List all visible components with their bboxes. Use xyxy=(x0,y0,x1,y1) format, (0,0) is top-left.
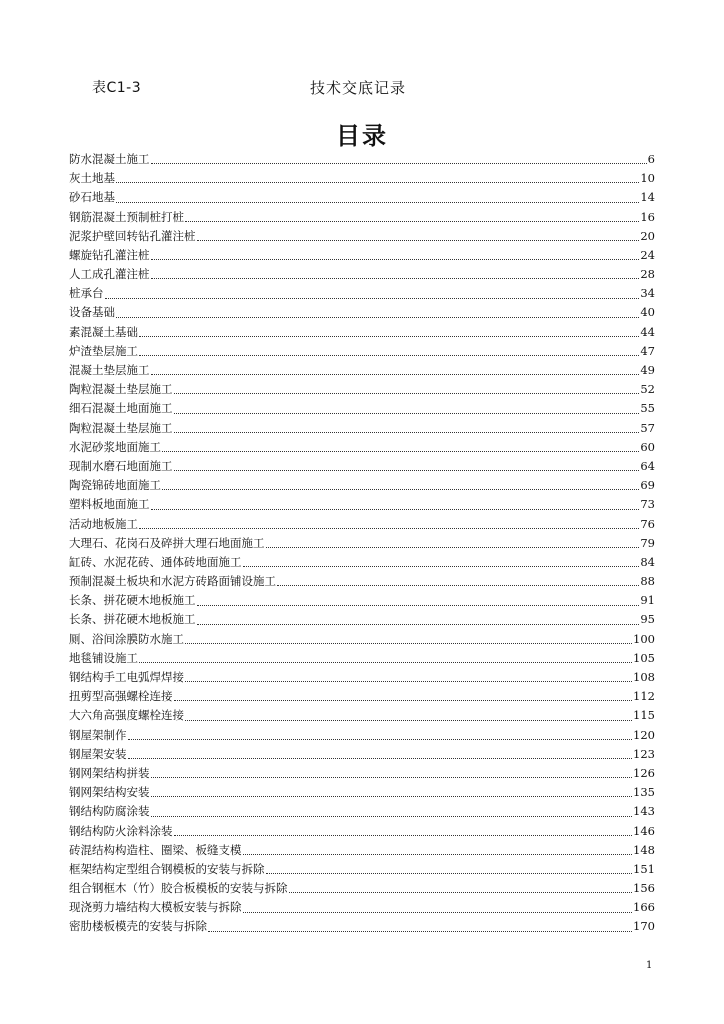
toc-entry[interactable] xyxy=(69,879,655,898)
toc-entry[interactable] xyxy=(69,726,655,745)
toc-dot-leader xyxy=(174,432,640,433)
toc-entry-title: 陶粒混凝土垫层施工 xyxy=(69,382,173,397)
toc-entry-page: 123 xyxy=(633,746,655,761)
toc-dot-leader xyxy=(139,355,639,356)
toc-entry-title: 长条、拼花硬木地板施工 xyxy=(69,612,196,627)
toc-entry-page: 105 xyxy=(633,650,655,665)
toc-dot-leader xyxy=(289,892,633,893)
toc-entry-page: 148 xyxy=(633,842,655,857)
toc-entry[interactable] xyxy=(69,630,655,649)
toc-entry-page: 40 xyxy=(640,305,655,320)
toc-entry-page: 52 xyxy=(640,382,655,397)
toc-entry-page: 24 xyxy=(640,247,655,262)
toc-entry-page: 55 xyxy=(640,401,655,416)
toc-entry-title: 长条、拼花硬木地板施工 xyxy=(69,593,196,608)
toc-entry[interactable] xyxy=(69,668,655,687)
toc-dot-leader xyxy=(151,259,640,260)
table-code: 表C1-3 xyxy=(92,80,142,96)
toc-entry-title: 地毯铺设施工 xyxy=(69,650,138,665)
toc-dot-leader xyxy=(277,585,639,586)
toc-entry-page: 47 xyxy=(640,343,655,358)
toc-entry-page: 84 xyxy=(640,554,655,569)
toc-entry-page: 73 xyxy=(640,497,655,512)
toc-entry-page: 34 xyxy=(640,286,655,301)
toc-entry-page: 88 xyxy=(640,574,655,589)
toc-entry-page: 57 xyxy=(640,420,655,435)
toc-entry-page: 76 xyxy=(640,516,655,531)
toc-entry-page: 91 xyxy=(640,593,655,608)
toc-entry-title: 泥浆护壁回转钻孔灌注桩 xyxy=(69,228,196,243)
page-number: 1 xyxy=(646,960,653,971)
toc-entry[interactable] xyxy=(69,898,655,917)
toc-entry-page: 20 xyxy=(640,228,655,243)
toc-entry[interactable] xyxy=(69,438,655,457)
toc-dot-leader xyxy=(208,931,632,932)
toc-entry-title: 钢结构手工电弧焊焊接 xyxy=(69,670,184,685)
toc-dot-leader xyxy=(151,509,640,510)
toc-entry-page: 44 xyxy=(640,324,655,339)
toc-entry[interactable] xyxy=(69,841,655,860)
toc-entry-title: 塑料板地面施工 xyxy=(69,497,150,512)
toc-entry-title: 素混凝土基础 xyxy=(69,324,138,339)
toc-entry[interactable] xyxy=(69,476,655,495)
toc-entry[interactable] xyxy=(69,649,655,668)
toc-entry-title: 混凝土垫层施工 xyxy=(69,363,150,378)
toc-heading: 目录 xyxy=(336,122,388,150)
toc-dot-leader xyxy=(139,528,639,529)
toc-entry[interactable] xyxy=(69,457,655,476)
toc-entry[interactable] xyxy=(69,918,655,937)
toc-dot-leader xyxy=(174,413,640,414)
toc-entry[interactable] xyxy=(69,150,655,169)
toc-entry-title: 桩承台 xyxy=(69,286,104,301)
toc-entry-title: 水泥砂浆地面施工 xyxy=(69,439,161,454)
toc-entry-page: 143 xyxy=(633,804,655,819)
toc-entry-page: 126 xyxy=(633,765,655,780)
toc-dot-leader xyxy=(243,854,633,855)
toc-entry-title: 现制水磨石地面施工 xyxy=(69,458,173,473)
toc-entry-page: 16 xyxy=(640,209,655,224)
toc-entry-title: 扭剪型高强螺栓连接 xyxy=(69,689,173,704)
toc-entry-title: 炉渣垫层施工 xyxy=(69,343,138,358)
toc-dot-leader xyxy=(174,393,640,394)
toc-dot-leader xyxy=(174,700,633,701)
toc-entry-title: 螺旋钻孔灌注桩 xyxy=(69,247,150,262)
toc-entry[interactable] xyxy=(69,745,655,764)
toc-dot-leader xyxy=(197,605,640,606)
table-of-contents xyxy=(69,150,655,937)
toc-entry-title: 灰土地基 xyxy=(69,171,115,186)
toc-entry[interactable] xyxy=(69,611,655,630)
toc-entry-page: 69 xyxy=(640,478,655,493)
toc-dot-leader xyxy=(128,739,633,740)
toc-dot-leader xyxy=(162,489,639,490)
toc-entry[interactable] xyxy=(69,323,655,342)
toc-entry-title: 钢屋架制作 xyxy=(69,727,127,742)
toc-entry-page: 151 xyxy=(633,861,655,876)
toc-dot-leader xyxy=(185,681,632,682)
toc-entry-title: 钢结构防火涂料涂装 xyxy=(69,823,173,838)
record-title: 技术交底记录 xyxy=(310,79,407,97)
toc-entry-title: 防水混凝土施工 xyxy=(69,151,150,166)
toc-entry[interactable] xyxy=(69,208,655,227)
toc-entry-title: 大六角高强度螺栓连接 xyxy=(69,708,184,723)
toc-entry-title: 钢网架结构拼装 xyxy=(69,765,150,780)
toc-entry-page: 28 xyxy=(640,267,655,282)
toc-entry[interactable] xyxy=(69,380,655,399)
toc-entry-page: 14 xyxy=(640,190,655,205)
toc-dot-leader xyxy=(266,547,640,548)
toc-entry[interactable] xyxy=(69,284,655,303)
toc-entry-title: 大理石、花岗石及碎拼大理石地面施工 xyxy=(69,535,265,550)
toc-entry-title: 陶粒混凝土垫层施工 xyxy=(69,420,173,435)
toc-entry-page: 108 xyxy=(633,670,655,685)
toc-entry-title: 细石混凝土地面施工 xyxy=(69,401,173,416)
toc-entry[interactable] xyxy=(69,304,655,323)
toc-dot-leader xyxy=(151,163,647,164)
toc-entry-title: 现浇剪力墙结构大模板安装与拆除 xyxy=(69,900,242,915)
toc-entry[interactable] xyxy=(69,419,655,438)
toc-entry-title: 密肋楼板模壳的安装与拆除 xyxy=(69,919,207,934)
toc-dot-leader xyxy=(185,720,632,721)
toc-entry-page: 146 xyxy=(633,823,655,838)
toc-entry-title: 钢屋架安装 xyxy=(69,746,127,761)
toc-entry-title: 砖混结构构造柱、圈梁、板缝支模 xyxy=(69,842,242,857)
toc-entry[interactable] xyxy=(69,591,655,610)
toc-entry-page: 100 xyxy=(633,631,655,646)
toc-dot-leader xyxy=(151,278,640,279)
toc-dot-leader xyxy=(162,451,639,452)
toc-entry[interactable] xyxy=(69,227,655,246)
toc-entry[interactable] xyxy=(69,265,655,284)
toc-entry[interactable] xyxy=(69,342,655,361)
toc-entry[interactable] xyxy=(69,687,655,706)
toc-dot-leader xyxy=(174,470,640,471)
toc-entry[interactable] xyxy=(69,783,655,802)
toc-entry-title: 钢筋混凝土预制桩打桩 xyxy=(69,209,184,224)
toc-entry[interactable] xyxy=(69,860,655,879)
toc-dot-leader xyxy=(105,298,640,299)
toc-dot-leader xyxy=(116,317,639,318)
toc-dot-leader xyxy=(116,182,639,183)
toc-entry[interactable] xyxy=(69,534,655,553)
toc-dot-leader xyxy=(151,374,640,375)
toc-entry-page: 79 xyxy=(640,535,655,550)
toc-entry[interactable] xyxy=(69,246,655,265)
toc-entry-page: 166 xyxy=(633,900,655,915)
toc-entry[interactable] xyxy=(69,553,655,572)
toc-entry-page: 115 xyxy=(633,708,655,723)
toc-dot-leader xyxy=(151,796,633,797)
toc-entry-page: 49 xyxy=(640,363,655,378)
toc-entry-page: 10 xyxy=(640,171,655,186)
toc-entry-title: 钢结构防腐涂装 xyxy=(69,804,150,819)
toc-entry-title: 砂石地基 xyxy=(69,190,115,205)
toc-entry-page: 112 xyxy=(633,689,655,704)
toc-dot-leader xyxy=(185,221,639,222)
toc-dot-leader xyxy=(243,912,633,913)
toc-entry-title: 厕、浴间涂膜防水施工 xyxy=(69,631,184,646)
toc-entry-title: 人工成孔灌注桩 xyxy=(69,267,150,282)
toc-entry-title: 组合钢框木（竹）胶合板模板的安装与拆除 xyxy=(69,881,288,896)
toc-entry[interactable] xyxy=(69,188,655,207)
toc-dot-leader xyxy=(116,202,639,203)
toc-entry-title: 缸砖、水泥花砖、通体砖地面施工 xyxy=(69,554,242,569)
toc-entry-page: 120 xyxy=(633,727,655,742)
toc-dot-leader xyxy=(151,816,633,817)
toc-entry[interactable] xyxy=(69,802,655,821)
toc-entry-page: 170 xyxy=(633,919,655,934)
toc-entry-page: 156 xyxy=(633,881,655,896)
toc-dot-leader xyxy=(174,835,633,836)
toc-entry-page: 135 xyxy=(633,785,655,800)
toc-dot-leader xyxy=(243,566,640,567)
toc-entry-title: 陶瓷锦砖地面施工 xyxy=(69,478,161,493)
toc-entry[interactable] xyxy=(69,572,655,591)
toc-dot-leader xyxy=(197,240,640,241)
toc-entry[interactable] xyxy=(69,169,655,188)
toc-entry[interactable] xyxy=(69,706,655,725)
toc-entry-title: 预制混凝土板块和水泥方砖路面铺设施工 xyxy=(69,574,276,589)
toc-entry[interactable] xyxy=(69,515,655,534)
toc-dot-leader xyxy=(128,758,633,759)
toc-entry-page: 6 xyxy=(647,151,655,166)
toc-entry[interactable] xyxy=(69,495,655,514)
toc-entry-title: 活动地板施工 xyxy=(69,516,138,531)
toc-entry-page: 95 xyxy=(640,612,655,627)
toc-entry-title: 钢网架结构安装 xyxy=(69,785,150,800)
toc-dot-leader xyxy=(151,777,633,778)
toc-entry[interactable] xyxy=(69,822,655,841)
toc-dot-leader xyxy=(185,643,632,644)
toc-dot-leader xyxy=(266,873,633,874)
toc-entry-page: 60 xyxy=(640,439,655,454)
toc-entry[interactable] xyxy=(69,399,655,418)
toc-dot-leader xyxy=(197,624,640,625)
toc-dot-leader xyxy=(139,662,632,663)
toc-entry[interactable] xyxy=(69,764,655,783)
toc-dot-leader xyxy=(139,336,639,337)
toc-entry-page: 64 xyxy=(640,458,655,473)
toc-entry[interactable] xyxy=(69,361,655,380)
toc-entry-title: 框架结构定型组合钢模板的安装与拆除 xyxy=(69,861,265,876)
toc-entry-title: 设备基础 xyxy=(69,305,115,320)
